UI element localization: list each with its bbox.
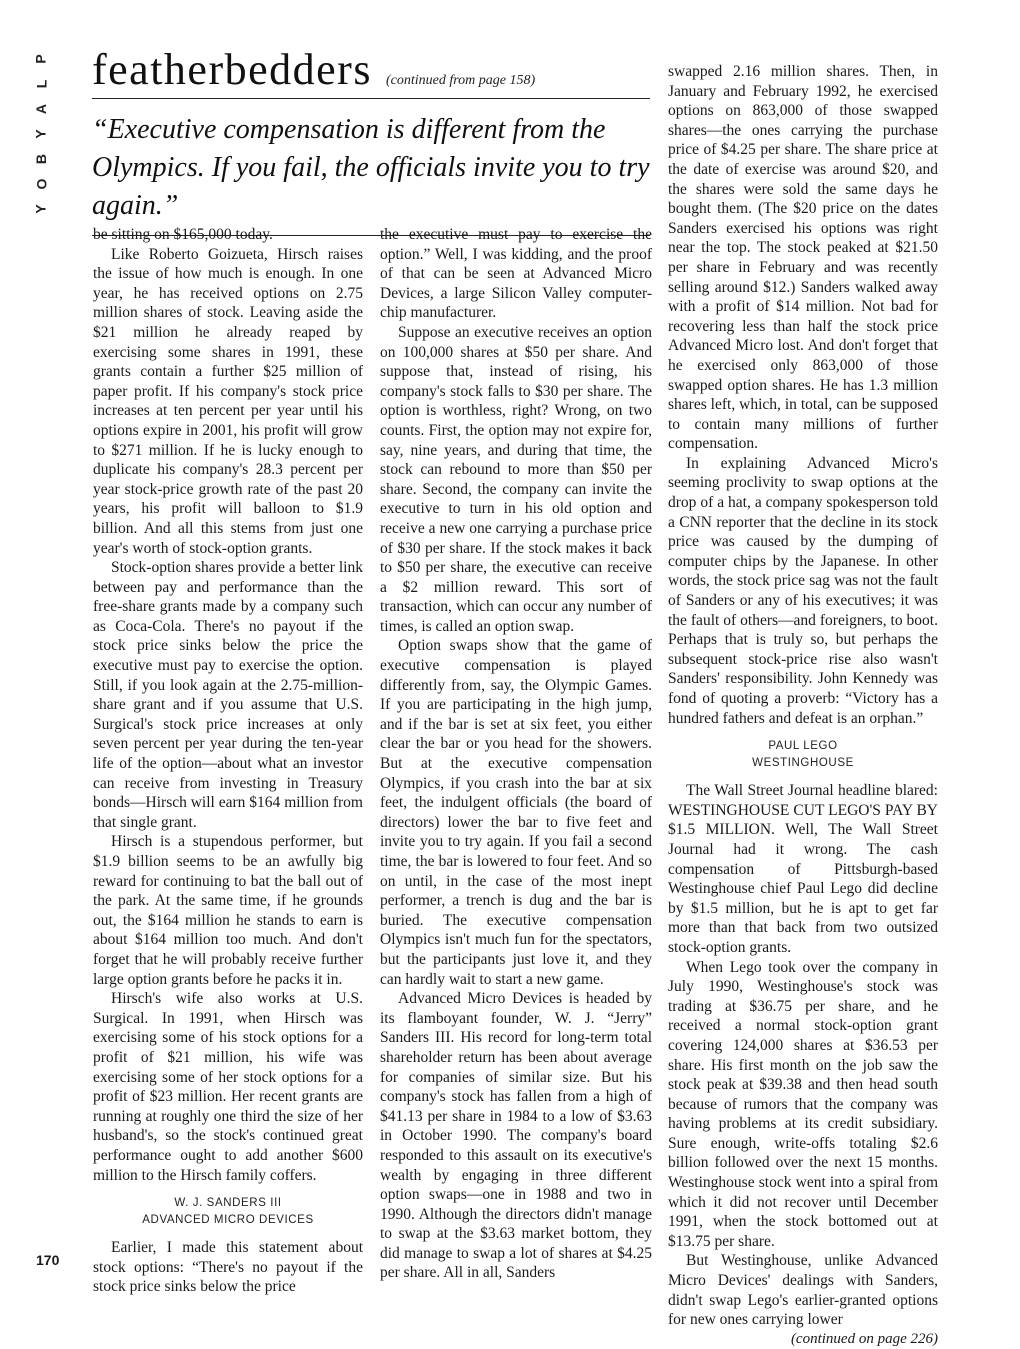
paragraph: But Westinghouse, unlike Advanced Micro Devices' dealings with Sanders, didn't swap Lego's earlier-granted options for new ones carrying lower (668, 1252, 938, 1329)
paragraph: swapped 2.16 million shares. Then, in January and February 1992, he exercised options on 863,000 of those swapped shares—the ones carrying the purchase price of $4.25 per share. The share price at the date of exercise was around $20, and the shares were sold the same days he bought them. (The $20 price on the dates Sanders exercised his options was right near the top. The stock peaked at $21.50 per share in February and was recently selling around $12.) Sanders walked away with a profit of $14 million. Not bad for recovering less than half the stock price Advanced Micro lost. And don't forget that he exercised only 863,000 of those swapped option shares. He has 1.3 million shares left, which, in total, can be supposed to contain many millions of further compensation. (668, 63, 938, 453)
column-3 (668, 62, 938, 1349)
side-label-letter: O (32, 178, 49, 190)
paragraph: Earlier, I made this statement about stock options: “There's no payout if the stock price sinks below the price (93, 1239, 363, 1296)
paragraph: The Wall Street Journal headline blared: WESTINGHOUSE CUT LEGO'S PAY BY $1.5 MILLION. Well, The Wall Street Journal had it wrong. The cash compensation of Pittsburgh-based Westinghouse chief Paul Lego did decline by $1.5 million, but he is apt to get far more than that back from two outsized stock-option grants. (668, 782, 938, 956)
paragraph: Stock-option shares provide a better link between pay and performance than the free-share grants made by a company such as Coca-Cola. There's no payout if the stock price sinks below the price the executive must pay to exercise the option. Still, if you look again at the 2.75-million-share grant and if you assume that U.S. Surgical's stock price increases at only seven percent per year during the ten-year life of the option—about what an investor can receive from investing in Treasury bonds—Hirsch will earn $164 million from that single grant. (93, 559, 363, 831)
column-1 (93, 225, 363, 1297)
paragraph: the executive must pay to exercise the option.” Well, I was kidding, and the proof of that can be seen at Advanced Micro Devices, a large Silicon Valley computer-chip manufacturer. (380, 226, 652, 322)
paragraph: Advanced Micro Devices is headed by its flamboyant founder, W. J. “Jerry” Sanders III. His record for long-term total shareholder return has been about average for companies of similar size. But his company's stock has fallen from a high of $41.13 per share in 1984 to a low of $3.63 in October 1990. The company's board responded to this assault on its executive's wealth by engaging in three different option swaps—one in 1988 and two in 1990. Although the directors didn't manage to swap at the $3.63 market bottom, they did manage to swap a lot of shares at $4.25 per share. All in all, Sanders (380, 990, 652, 1282)
paragraph: Hirsch is a stupendous performer, but $1.9 billion seems to be an awfully big reward for continuing to bat the ball out of the park. At the same time, if he grounds out, the $164 million he stands to earn is about $164 million too much. And don't forget that he will probably receive further large option grants before he packs it in. (93, 833, 363, 988)
column-2 (380, 225, 652, 1283)
title-row (92, 45, 652, 94)
paragraph: When Lego took over the company in July 1990, Westinghouse's stock was trading at $36.75 per share, and he received a normal stock-option grant covering 124,000 shares at $36.53 per share. His first month on the job saw the stock peak at $39.38 and then head south because of rumors that the company was having problems at its credit subsidiary. Sure enough, write-offs totaling $2.6 billion followed over the next 15 months. Westinghouse stock went into a spiral from which it did not recover until December 1991, when the stock bottomed out at $13.75 per share. (668, 958, 938, 1250)
subhead-company: WESTINGHOUSE (752, 757, 854, 770)
section-subhead (668, 738, 938, 772)
continued-from-note: (continued from page 158) (385, 73, 536, 88)
section-subhead (93, 1195, 363, 1229)
subhead-name: W. J. SANDERS III (174, 1197, 282, 1210)
pull-quote: “Executive compensation is different from the Olympics. If you fail, the officials invite you to try again.” (92, 114, 650, 221)
paragraph: Suppose an executive receives an option on 100,000 shares at $50 per share. And suppose that, instead of rising, his company's stock falls to $30 per share. The option is worthless, right? Wrong, on two counts. First, the option may not expire for, say, nine years, and during that time, the stock can rebound to more than $50 per share. Second, the company can invite the executive to turn in his old option and receive a new one carrying a purchase price of $30 per share. If the stock makes it back to $50 per share, the executive can receive a $2 million reward. This sort of transaction, which can occur any number of times, is called an option swap. (380, 323, 652, 635)
article-title: featherbedders (92, 45, 372, 94)
paragraph: In explaining Advanced Micro's seeming proclivity to swap options at the drop of a hat, a company spokesperson told a CNN reporter that the decline in its stock price was caused by the dumping of computer chips by the Japanese. In other words, the stock price sag was not the fault of Sanders or any of his executives; it was the fault of others—and foreigners, to boot. Perhaps that is truly so, but perhaps the subsequent stock-price rise also wasn't Sanders' responsibility. John Kennedy was fond of quoting a proverb: “Victory has a hundred fathers and defeat is an orphan.” (668, 454, 938, 727)
paragraph: Like Roberto Goizueta, Hirsch raises the issue of how much is enough. In one year, he has received options on 2.75 million shares of stock. Leaving aside the $21 million he already reaped by exercising some shares in 1991, these grants contain a further $25 million of paper profit. If his company's stock price increases at ten percent per year until his options expire in 2001, his profit will grow to $271 million. If he is lucky enough to duplicate his company's 28.3 percent per year stock-price growth rate of the past 20 years, his profit will balloon to $1.9 billion. And all this stems from just one year's worth of stock-option grants. (93, 245, 363, 557)
side-label-letter: A (33, 103, 49, 115)
magazine-side-label (28, 52, 54, 216)
paragraph: be sitting on $165,000 today. (93, 226, 273, 243)
side-label-letter: L (33, 79, 49, 89)
paragraph: Option swaps show that the game of executive compensation is played differently from, say, the Olympic Games. If you are participating in the high jump, and if the bar is set at six feet, you either clear the bar or you head for the showers. But at the executive compensation Olympics, if you crash into the bar at six feet, the indulgent officials (the board of directors) lower the bar to five feet and invite you to try again. If you fail a second time, the bar is lowered to four feet. And so on until, in the case of the most inept performer, a trench is dug and the bar is buried. The executive compensation Olympics isn't much fun for the spectators, but the participants just love it, and they can hardly wait to start a new game. (380, 637, 652, 988)
side-label-letter: Y (33, 204, 49, 214)
continued-on-note: (continued on page 226) (790, 1330, 938, 1347)
side-label-letter: B (33, 153, 49, 165)
side-label-letter: Y (33, 129, 49, 139)
header-rule (92, 98, 650, 99)
paragraph: Hirsch's wife also works at U.S. Surgical. In 1991, when Hirsch was exercising some of his stock options for a profit of $21 million, his wife was exercising some of her stock options for a profit of $23 million. Her recent grants are running at roughly one third the size of her husband's, so the stock's continued great performance ought to add another $600 million to the Hirsch family coffers. (93, 990, 363, 1184)
subhead-company: ADVANCED MICRO DEVICES (142, 1214, 314, 1227)
subhead-name: PAUL LEGO (768, 740, 838, 753)
side-label-letter: P (33, 54, 49, 64)
article-header (92, 45, 652, 236)
page-number: 170 (36, 1252, 60, 1268)
